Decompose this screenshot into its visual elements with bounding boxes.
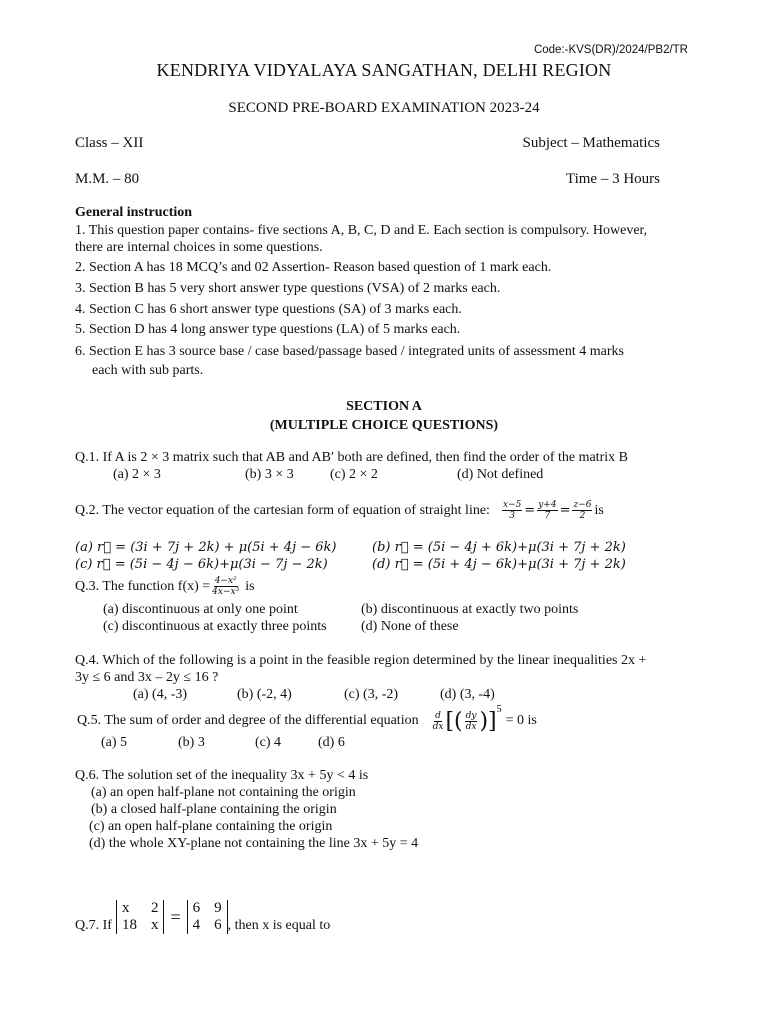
matrix-cell: 4: [192, 917, 201, 933]
fraction-denominator: 7: [544, 511, 551, 521]
matrix-cell: 18: [121, 917, 137, 933]
question-4-line-1: Q.4. Which of the following is a point in the feasible region determined by the linear inequalities 2x +: [75, 653, 647, 668]
q5-option-d: (d) 6: [318, 735, 345, 750]
question-3-text: Q.3. The function f(x) =: [75, 578, 211, 594]
fraction: [433, 711, 444, 732]
matrix-cell: 6: [192, 900, 201, 916]
matrix-cell: x: [121, 900, 130, 916]
equals-sign: =: [524, 503, 536, 518]
fraction: [502, 500, 522, 521]
fraction-numerator: 4−x²: [214, 576, 237, 586]
instruction-item: 5. Section D has 4 long answer type questions (LA) of 5 marks each.: [75, 322, 461, 337]
time-label: Time – 3 Hours: [565, 171, 660, 187]
matrix-cell: 9: [214, 900, 222, 916]
q6-option-d: (d) the whole XY-plane not containing the line 3x + 5y = 4: [89, 836, 419, 851]
fraction-numerator: d: [435, 710, 441, 721]
question-suffix: is: [594, 502, 604, 518]
section-title: SECTION A: [346, 399, 422, 414]
organization-title: KENDRIYA VIDYALAYA SANGATHAN, DELHI REGION: [156, 60, 612, 80]
q3-option-b: (b) discontinuous at exactly two points: [361, 602, 579, 617]
question-5-text: Q.5. The sum of order and degree of the differential equation: [77, 713, 419, 728]
max-marks-label: M.M. – 80: [75, 171, 140, 187]
matrix-cell: x: [150, 917, 159, 933]
fraction-denominator: 3: [509, 511, 515, 521]
q3-option-d: (d) None of these: [361, 619, 459, 634]
q2-option-c: (c) r⃗ = (5i − 4j − 6k)+μ(3i − 7j − 2k): [75, 557, 328, 572]
question-2-text: Q.2. The vector equation of the cartesian form of equation of straight line:: [75, 502, 490, 518]
section-subtitle: (MULTIPLE CHOICE QUESTIONS): [269, 418, 499, 433]
question-suffix: is: [245, 578, 255, 594]
q6-option-c: (c) an open half-plane containing the origin: [89, 819, 333, 834]
instruction-item: each with sub parts.: [92, 363, 204, 378]
instruction-item: 6. Section E has 3 source base / case based/passage based / integrated units of assessment 4 marks: [75, 344, 624, 359]
bracket-open: [(: [445, 708, 463, 734]
instruction-item: 4. Section C has 6 short answer type questions (SA) of 3 marks each.: [75, 302, 462, 317]
q1-option-a: (a) 2 × 3: [113, 467, 161, 482]
matrix-cell: 2: [150, 900, 159, 916]
q4-option-b: (b) (-2, 4): [237, 687, 292, 702]
determinant-left: [116, 900, 165, 934]
question-7: [75, 900, 330, 934]
fraction-denominator: dx: [432, 721, 444, 732]
q2-option-b: (b) r⃗ = (5i − 4j + 6k)+μ(3i + 7j + 2k): [372, 540, 626, 555]
instruction-item: 2. Section A has 18 MCQ’s and 02 Assertion- Reason based question of 1 mark each.: [75, 260, 552, 275]
question-7-text: Q.7. If: [75, 918, 112, 933]
subject-label: Subject – Mathematics: [522, 135, 660, 151]
q3-option-a: (a) discontinuous at only one point: [103, 602, 298, 617]
exam-title: SECOND PRE-BOARD EXAMINATION 2023-24: [228, 100, 540, 116]
bracket-close: )]: [479, 708, 497, 734]
fraction-numerator: dy: [465, 710, 477, 721]
question-2: [75, 500, 604, 521]
question-1-text: Q.1. If A is 2 × 3 matrix such that AB and AB′ both are defined, then find the order of the matrix B: [75, 450, 628, 465]
q4-option-d: (d) (3, -4): [440, 687, 495, 702]
exponent: 5: [496, 704, 502, 715]
fraction-numerator: z−6: [573, 500, 592, 510]
q1-option-c: (c) 2 × 2: [330, 467, 378, 482]
matrix-cell: 6: [214, 917, 222, 933]
fraction-numerator: x−5: [502, 500, 522, 510]
instruction-item: there are internal choices in some questions.: [75, 240, 323, 255]
q5-option-c: (c) 4: [255, 735, 282, 750]
equals-sign: =: [170, 906, 181, 927]
question-suffix: = 0 is: [505, 713, 537, 728]
question-4-line-2: 3y ≤ 6 and 3x – 2y ≤ 16 ?: [75, 670, 219, 685]
fraction: [212, 576, 239, 597]
paper-code: Code:-KVS(DR)/2024/PB2/TR: [533, 44, 688, 56]
fraction-denominator: 2: [579, 511, 586, 521]
instructions-heading: General instruction: [75, 205, 193, 220]
q1-option-d: (d) Not defined: [457, 467, 544, 482]
equals-sign: =: [559, 503, 571, 518]
q6-option-a: (a) an open half-plane not containing the origin: [91, 785, 356, 800]
question-suffix: , then x is equal to: [227, 918, 331, 933]
q2-option-a: (a) r⃗ = (3i + 7j + 2k) + μ(5i + 4j − 6k): [75, 540, 337, 555]
fraction-numerator: y+4: [538, 500, 557, 510]
q4-option-c: (c) (3, -2): [344, 687, 399, 702]
q4-option-a: (a) (4, -3): [133, 687, 188, 702]
fraction-denominator: dx: [465, 721, 477, 732]
question-3: [75, 576, 255, 597]
instruction-item: 3. Section B has 5 very short answer type questions (VSA) of 2 marks each.: [75, 281, 501, 296]
q5-option-b: (b) 3: [178, 735, 205, 750]
instruction-item: 1. This question paper contains- five sections A, B, C, D and E. Each section is compulsory. However,: [75, 223, 648, 238]
q5-option-a: (a) 5: [101, 735, 128, 750]
q6-option-b: (b) a closed half-plane containing the origin: [91, 802, 337, 817]
q2-option-d: (d) r⃗ = (5i + 4j − 6k)+μ(3i + 7j + 2k): [372, 557, 626, 572]
determinant-right: [187, 900, 228, 934]
q3-option-c: (c) discontinuous at exactly three points: [103, 619, 327, 634]
fraction: [537, 500, 557, 521]
question-6-text: Q.6. The solution set of the inequality 3x + 5y < 4 is: [75, 768, 369, 783]
class-label: Class – XII: [75, 135, 144, 151]
fraction: [572, 500, 592, 521]
q1-option-b: (b) 3 × 3: [245, 467, 294, 482]
fraction-denominator: 4x−x³: [212, 587, 240, 597]
fraction: [465, 711, 478, 732]
question-5: [77, 706, 537, 736]
